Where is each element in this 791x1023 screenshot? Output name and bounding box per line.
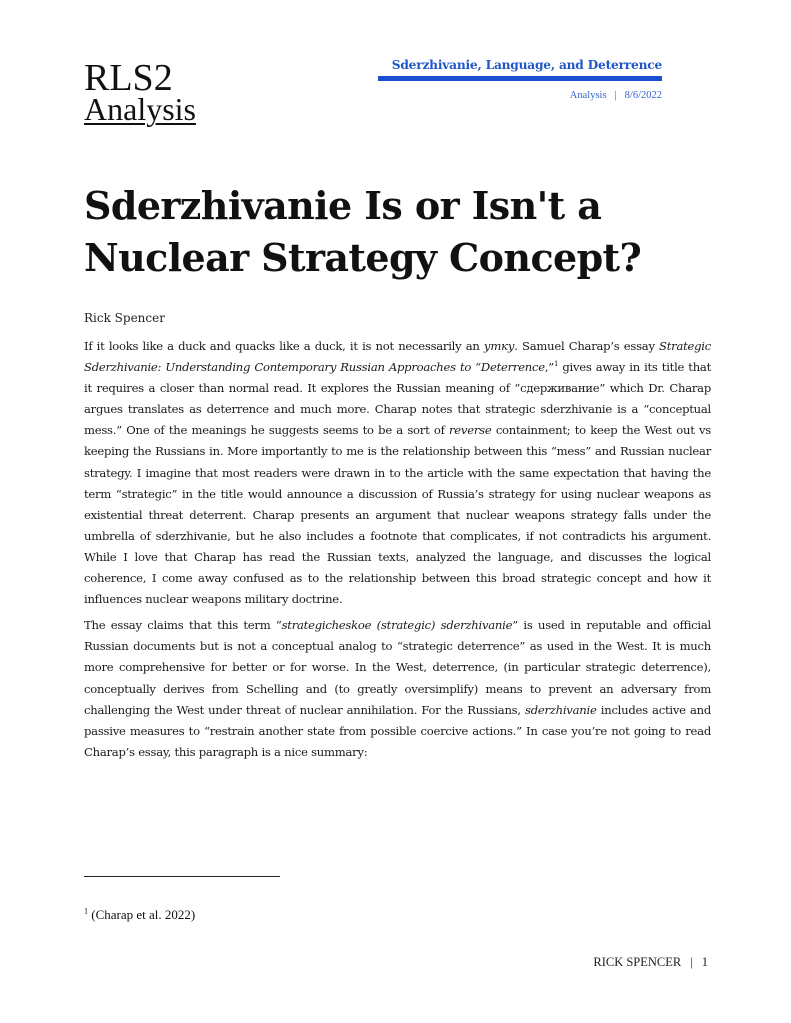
footnote-number: 1 [84,906,88,916]
header-separator: | [614,90,617,101]
text-run: If it looks like a duck and quacks like a duck, it is not necessarily an [84,339,484,353]
footnote [84,907,195,923]
footnote-ref[interactable]: 1 [554,360,559,369]
header-date: 8/6/2022 [624,90,662,101]
italic-run: утку [483,339,515,353]
page-number: 1 [701,955,708,969]
text-run: containment; to keep the West out vs keeping the Russians in. More importantly to me is the relationship between this “mess” and Russian nuclear strategy. I imagine that most readers were drawn in to the article with the same expectation that having the term “strategic” in the title would announce a discussion of Russia’s strategy for using nuclear weapons as existential threat deterrent. Charap presents an argument that nuclear weapons strategy falls under the umbrella of sderzhivanie, but he also includes a footnote that complicates, if not contradicts his argument. While I love that Charap has read the Russian texts, analyzed the language, and discusses the logical coherence, I come away confused as to the relationship between this broad strategic concept and how it influences nuclear weapons military doctrine. [84,423,711,607]
footer-separator: | [690,955,693,969]
text-run: . Samuel Charap’s essay [514,339,660,353]
logo-line-1: RLS2 [84,57,173,99]
logo-line-2: Analysis [84,91,196,127]
text-run: gives away in its title that it requires a closer than normal read. It explores the Russian meaning of “сдерживание” which Dr. Charap argues translates as deterrence and much more. Charap notes that strategic sderzhivanie is a “conceptual mess.” One of the meanings he suggests seems to be a sort of [84,360,711,438]
page-footer [520,955,708,970]
site-logo [84,57,196,127]
header-meta [378,90,662,101]
article-title: Sderzhivanie Is or Isn't a Nuclear Strategy Concept? [84,183,642,280]
italic-run: sderzhivanie [525,702,597,717]
italic-run: strategicheskoe (strategic) sderzhivanie [281,618,513,633]
article-author: Rick Spencer [84,311,165,325]
header-title: Sderzhivanie, Language, and Deterrence [391,58,662,72]
footnote-text: (Charap et al. 2022) [88,907,196,922]
running-header [378,58,662,101]
italic-run: reverse [449,423,492,438]
text-run: The essay claims that this term “ [84,618,282,633]
header-category: Analysis [569,90,607,101]
article-body [84,336,711,768]
footer-author: RICK SPENCER [593,955,682,969]
footnote-divider [84,876,280,877]
text-run: includes active and passive measures to “restrain another state from possible coercive actions.” In case you’re not going to read Charap’s essay, this paragraph is a nice summary: [84,702,711,759]
text-run: ” is used in reputable and official Russian documents but is not a conceptual analog to “strategic deterrence” as used in the West. It is much more comprehensive for better or for worse. In the West, deterrence, (in particular strategic deterrence), conceptually derives from Schelling and (to greatly oversimplify) means to prevent an adversary from challenging the West under threat of nuclear annihilation. For the Russians, [84,618,712,717]
text-run: ,” [544,360,554,375]
paragraph-2 [84,615,711,763]
header-rule [378,76,662,81]
essay-title-italic: Strategic Sderzhivanie: Understanding Contemporary Russian Approaches to “Deterrence [84,339,711,375]
paragraph-1 [84,336,711,610]
